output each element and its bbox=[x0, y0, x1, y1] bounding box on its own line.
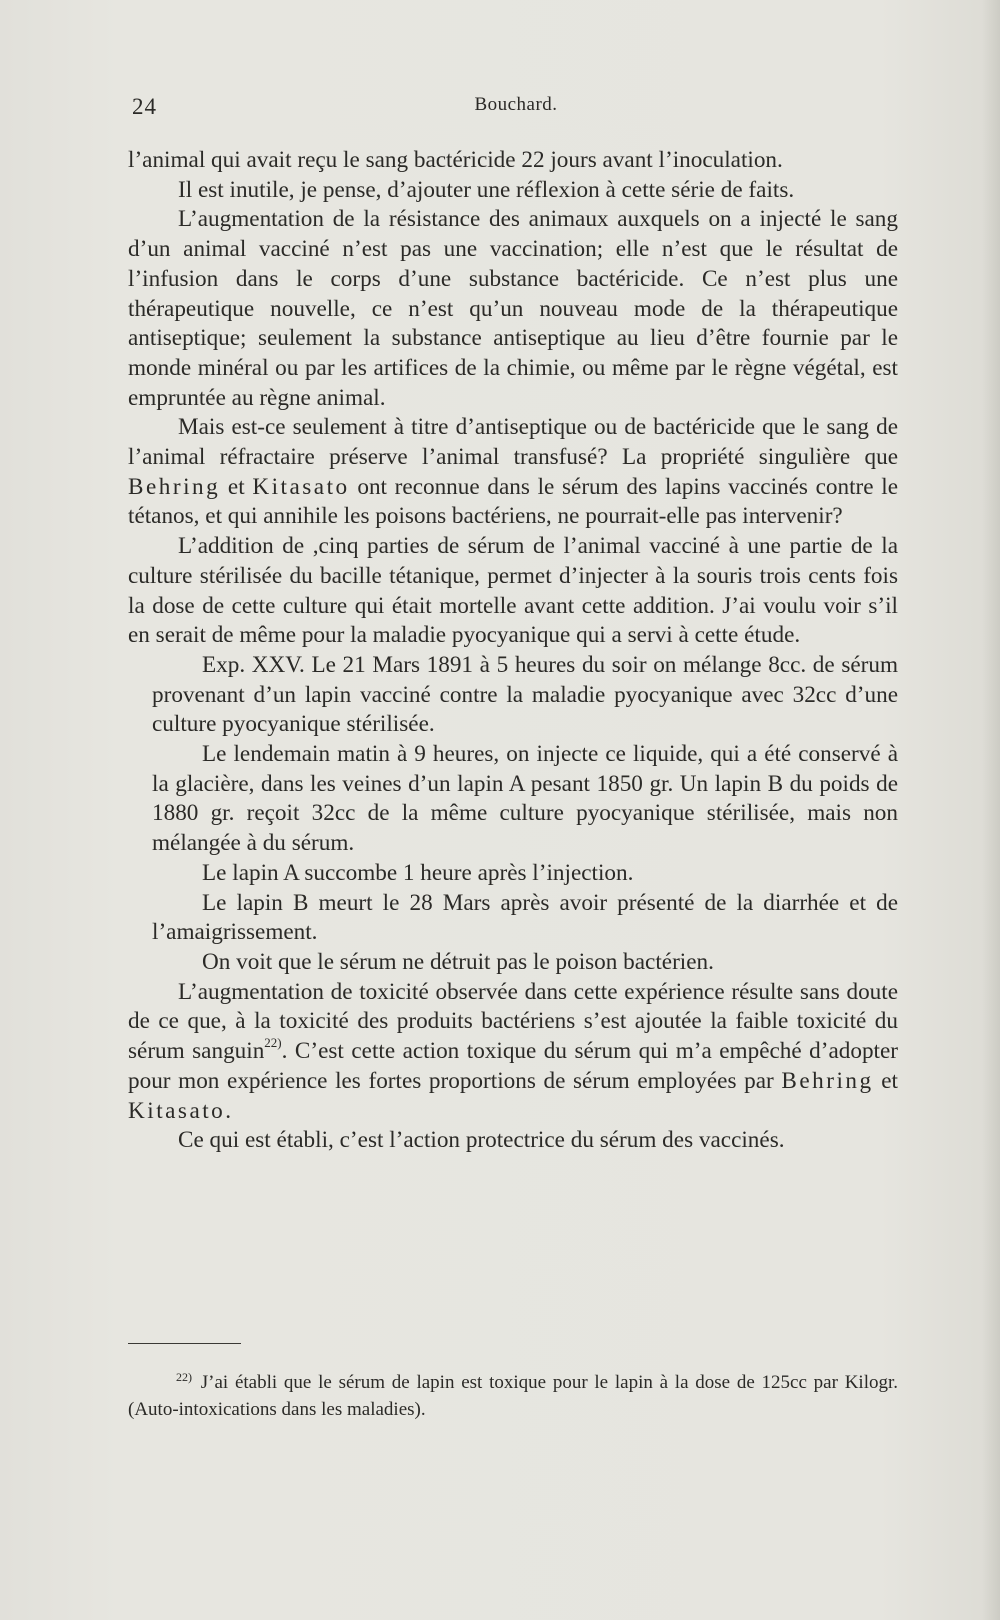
footnote-reference[interactable]: 22) bbox=[264, 1035, 282, 1051]
paragraph-text: ont reconnue dans le sérum des lapins vaccinés contre le tétanos, et qui annihile les poisons bactériens, ne pourrait-elle pas intervenir? bbox=[128, 473, 899, 530]
running-head: Bouchard. bbox=[474, 94, 558, 115]
paragraph-text: . C’est cette action toxique du sérum qui m’a empêché d’adopter pour mon expérience les fortes proportions de sérum employées par bbox=[128, 1038, 898, 1094]
paragraph-text: . bbox=[225, 1097, 232, 1124]
paragraph-text: et bbox=[220, 473, 253, 500]
page-header bbox=[132, 92, 900, 122]
experiment-paragraph: Le lapin A succombe 1 heure après l’injection. bbox=[202, 859, 634, 886]
page-edge-shadow bbox=[982, 0, 1000, 1620]
author-name: Behring bbox=[128, 473, 221, 500]
paragraph-text: L’augmentation de toxicité observée dans cette expérience résulte sans doute de ce que, à la toxicité des produits bactériens s’est ajoutée la faible toxicité du sérum sanguin bbox=[128, 978, 898, 1065]
author-name: Kitasato bbox=[128, 1097, 226, 1124]
experiment-paragraph: Exp. XXV. Le 21 Mars 1891 à 5 heures du soir on mélange 8cc. de sérum provenant d’un lapin vacciné contre la maladie pyocyanique avec 32cc d’une culture pyocyanique stérilisée. bbox=[152, 651, 898, 738]
experiment-paragraph: Le lendemain matin à 9 heures, on injecte ce liquide, qui a été conservé à la glacière, dans les veines d’un lapin A pesant 1850 gr. Un lapin B du poids de 1880 gr. reçoit 32cc de la même culture pyocyanique stérilisée, mais non mélangée à du sérum. bbox=[152, 741, 898, 857]
conclusion-paragraph: On voit que le sérum ne détruit pas le poison bactérien. bbox=[202, 948, 714, 975]
paragraph-text: Mais est-ce seulement à titre d’antiseptique ou de bactéricide que le sang de l’animal réfractaire préserve l’animal transfusé? La propriété singulière que bbox=[128, 414, 898, 471]
body-text bbox=[128, 146, 898, 1156]
paragraph: L’addition de ,cinq parties de sérum de l’animal vacciné à une partie de la culture stérilisée du bacille tétanique, permet d’injecter à la souris trois cents fois la dose de cette culture qui était mortelle avant cette addition. J’ai voulu voir s’il en serait de même pour la maladie pyocyanique qui a servi à cette étude. bbox=[128, 533, 898, 649]
footnote-paragraph bbox=[128, 1370, 898, 1422]
footnote-text: J’ai établi que le sérum de lapin est toxique pour le lapin à la dose de 125cc par Kilogr. (Auto-intoxications dans les maladies). bbox=[128, 1372, 899, 1420]
paragraph-continuation: l’animal qui avait reçu le sang bactéricide 22 jours avant l’inoculation. bbox=[128, 147, 783, 173]
author-name: Behring bbox=[781, 1067, 874, 1094]
footnote bbox=[128, 1370, 898, 1422]
page-number: 24 bbox=[132, 94, 157, 119]
experiment-paragraph: Le lapin B meurt le 28 Mars après avoir présenté de la diarrhée et de l’amaigrissement. bbox=[152, 889, 898, 946]
footnote-mark: 22) bbox=[176, 1370, 192, 1384]
paragraph: L’augmentation de la résistance des animaux auxquels on a injecté le sang d’un animal vacciné n’est pas une vaccination; elle n’est que le résultat de l’infusion dans le corps d’une substance bactéricide. Ce n’est plus une thérapeutique nouvelle, ce n’est qu’un nouveau mode de la thérapeutique antiseptique; seulement la substance antiseptique au lieu d’être fournie par le monde minéral ou par les artifices de la chimie, ou même par le règne végétal, est empruntée au règne animal. bbox=[128, 206, 898, 411]
paragraph: Il est inutile, je pense, d’ajouter une réflexion à cette série de faits. bbox=[178, 176, 795, 203]
footnote-divider bbox=[128, 1343, 241, 1344]
conclusion-paragraph bbox=[128, 978, 898, 1127]
conclusion-paragraph: Ce qui est établi, c’est l’action protectrice du sérum des vaccinés. bbox=[178, 1127, 785, 1154]
paragraph bbox=[128, 413, 898, 532]
paragraph-text: et bbox=[873, 1067, 898, 1094]
author-name: Kitasato bbox=[252, 473, 350, 500]
